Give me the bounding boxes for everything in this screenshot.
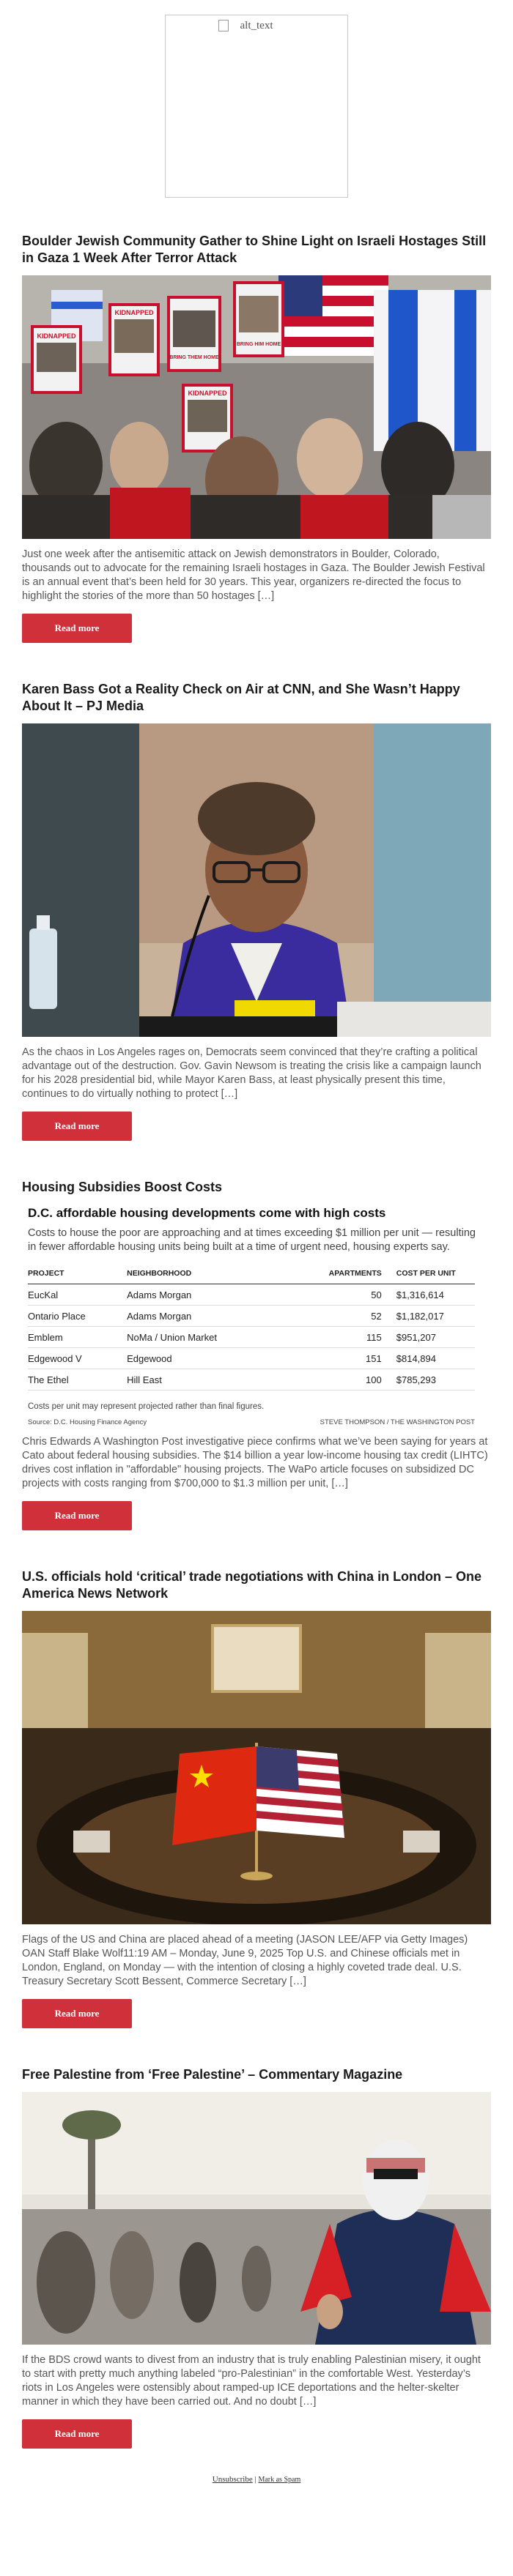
article-free-palestine — [22, 2066, 491, 2449]
footer-separator: | — [254, 2475, 256, 2484]
article-summary: If the BDS crowd wants to divest from an industry that is truly enabling Palestinian misery, it ought to start with pretty much anything labeled “pro-Palestinian” in the comfortable West. Yesterday’s riots in Los Angeles were ostensibly about ramped-up ICE deportations and the helter-skelter manner in which they have been carried out. And no doubt […] — [22, 2354, 481, 2408]
table-cell: Ontario Place — [28, 1306, 127, 1327]
table-cell: 100 — [303, 1369, 396, 1391]
table-cell: Adams Morgan — [127, 1306, 303, 1327]
table-row — [28, 1369, 475, 1391]
table-cell: $1,182,017 — [396, 1306, 475, 1327]
read-more-button[interactable]: Read more — [22, 614, 132, 643]
mark-as-spam-link[interactable]: Mark as Spam — [258, 2476, 301, 2484]
table-cell: Edgewood V — [28, 1348, 127, 1369]
article-image-karen-bass[interactable] — [22, 723, 491, 1037]
table-cell: Edgewood — [127, 1348, 303, 1369]
article-boulder — [22, 233, 491, 643]
sign-text: KIDNAPPED — [114, 309, 154, 316]
table-cell: Hill East — [127, 1369, 303, 1391]
article-title[interactable]: Free Palestine from ‘Free Palestine’ – Commentary Magazine — [22, 2067, 403, 2082]
email-container — [22, 15, 491, 2484]
article-housing — [22, 1179, 491, 1530]
column-header: NEIGHBORHOOD — [127, 1269, 303, 1284]
table-cell: 151 — [303, 1348, 396, 1369]
email-footer — [22, 2475, 491, 2484]
article-title[interactable]: Karen Bass Got a Reality Check on Air at CNN, and She Wasn’t Happy About It – PJ Media — [22, 682, 460, 713]
table-cell: $814,894 — [396, 1348, 475, 1369]
logo-image — [165, 15, 348, 198]
housing-cost-table-graphic — [22, 1206, 491, 1426]
table-cell: Emblem — [28, 1327, 127, 1348]
table-cell: $1,316,614 — [396, 1284, 475, 1306]
sign-text: KIDNAPPED — [37, 332, 76, 340]
sign-text: BRING HIM HOME — [236, 342, 281, 347]
table-cell: 52 — [303, 1306, 396, 1327]
article-summary: As the chaos in Los Angeles rages on, Democrats seem convinced that they’re crafting a political advantage out of the destruction. Gov. Gavin Newsom is treating the crisis like a campaign launch for his 2028 presidential bid, while Mayor Karen Bass, at least physically present this time, continues to do virtually nothing to protect […] — [22, 1046, 481, 1100]
read-more-button[interactable]: Read more — [22, 1112, 132, 1141]
table-cell: $951,207 — [396, 1327, 475, 1348]
table-row — [28, 1284, 475, 1306]
table-cell: NoMa / Union Market — [127, 1327, 303, 1348]
table-cell: Adams Morgan — [127, 1284, 303, 1306]
column-header: PROJECT — [28, 1269, 127, 1284]
table-headline: D.C. affordable housing developments come with high costs — [28, 1206, 386, 1220]
table-row — [28, 1327, 475, 1348]
article-summary: Chris Edwards A Washington Post investigative piece confirms what we’ve been saying for years at Cato about federal housing subsidies. The $14 billion a year low-income housing tax credit (LIHTC) drives cost inflation in "affordable" housing projects. The WaPo article focuses on subsidized DC projects with costs ranging from $700,000 to $1.3 million per unit, […] — [22, 1436, 488, 1489]
sign-text: KIDNAPPED — [188, 390, 227, 397]
article-title[interactable]: Housing Subsidies Boost Costs — [22, 1180, 223, 1194]
table-cell: $785,293 — [396, 1369, 475, 1391]
article-karen-bass — [22, 681, 491, 1141]
logo-alt-text: alt_text — [240, 20, 273, 31]
article-image-hostages[interactable] — [22, 275, 491, 539]
table-subhead: Costs to house the poor are approaching and at times exceeding $1 million per unit — resulting in fewer affordable housing units being built at a time of urgent need, housing experts say. — [28, 1227, 476, 1253]
table-row — [28, 1306, 475, 1327]
read-more-button[interactable]: Read more — [22, 2419, 132, 2449]
read-more-button[interactable]: Read more — [22, 1999, 132, 2028]
article-image-protester[interactable] — [22, 2092, 491, 2345]
article-title[interactable]: U.S. officials hold ‘critical’ trade negotiations with China in London – One America News Network — [22, 1569, 482, 1601]
table-credit: STEVE THOMPSON / THE WASHINGTON POST — [320, 1418, 475, 1426]
table-source: Source: D.C. Housing Finance Agency — [28, 1418, 147, 1426]
read-more-button[interactable]: Read more — [22, 1501, 132, 1530]
sign-text: BRING THEM HOME — [169, 355, 219, 360]
housing-table — [28, 1269, 475, 1391]
column-header: APARTMENTS — [303, 1269, 396, 1284]
table-source-line — [28, 1418, 475, 1426]
article-summary: Flags of the US and China are placed ahead of a meeting (JASON LEE/AFP via Getty Images) OAN Staff Blake Wolf11:19 AM – Monday, June 9, 2025 Top U.S. and Chinese officials met in London, England, on Monday — with the intention of closing a highly coveted trade deal. U.S. Treasury Secretary Scott Bessent, Commerce Secretary […] — [22, 1934, 468, 1987]
article-summary: Just one week after the antisemitic attack on Jewish demonstrators in Boulder, Colorado, thousands out to advocate for the remaining Israeli hostages in Gaza. The Boulder Jewish Festival is an annual event that’s been held for 30 years. This year, organizers re-directed the focus to highlight the stories of the more than 50 hostages […] — [22, 548, 485, 602]
table-cell: 50 — [303, 1284, 396, 1306]
table-cell: 115 — [303, 1327, 396, 1348]
unsubscribe-link[interactable]: Unsubscribe — [212, 2475, 253, 2484]
article-trade-talks — [22, 1568, 491, 2028]
table-cell: The Ethel — [28, 1369, 127, 1391]
table-cell: EucKal — [28, 1284, 127, 1306]
table-note: Costs per unit may represent projected rather than final figures. — [28, 1402, 265, 1411]
table-row — [28, 1348, 475, 1369]
article-image-flags-meeting[interactable] — [22, 1611, 491, 1924]
column-header: COST PER UNIT — [396, 1269, 475, 1284]
article-title[interactable]: Boulder Jewish Community Gather to Shine Light on Israeli Hostages Still in Gaza 1 Week After Terror Attack — [22, 234, 487, 265]
